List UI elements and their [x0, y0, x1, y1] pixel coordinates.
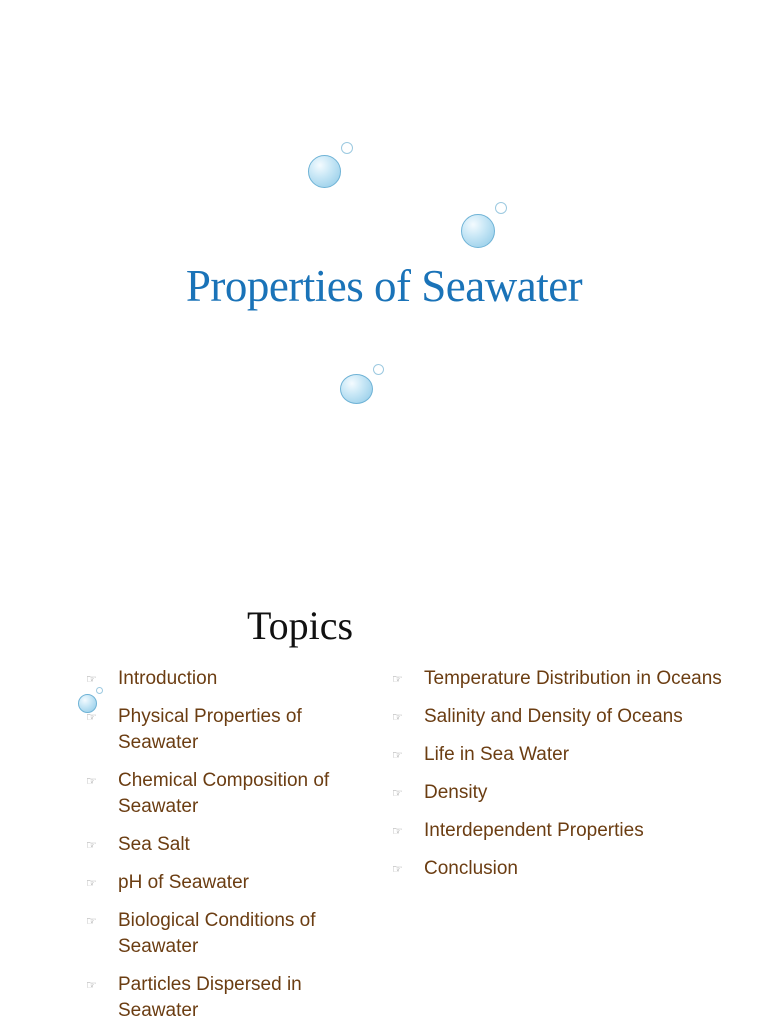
pointing-hand-icon: ☞	[86, 978, 97, 992]
topic-label: Temperature Distribution in Oceans	[424, 668, 722, 689]
topic-label: Sea Salt	[118, 834, 190, 855]
bubble-decoration	[308, 155, 341, 188]
topics-list-left	[86, 666, 356, 1036]
small-bubble-decoration	[373, 364, 384, 375]
topic-item	[86, 908, 356, 960]
pointing-hand-icon: ☞	[392, 672, 403, 686]
topic-label: Introduction	[118, 668, 218, 689]
topic-label: Chemical Composition of Seawater	[118, 770, 330, 817]
small-bubble-decoration	[495, 202, 507, 214]
topic-item	[392, 856, 722, 882]
topics-list-right	[392, 666, 722, 894]
bubble-decoration	[340, 374, 373, 404]
small-bubble-decoration	[341, 142, 353, 154]
topic-label: Biological Conditions of Seawater	[118, 910, 316, 957]
topic-label: Particles Dispersed in Seawater	[118, 974, 302, 1021]
pointing-hand-icon: ☞	[392, 748, 403, 762]
topic-item	[392, 780, 722, 806]
topic-item	[86, 870, 356, 896]
topics-slide	[0, 560, 768, 1024]
pointing-hand-icon: ☞	[86, 672, 97, 686]
topic-label: Density	[424, 782, 488, 803]
topic-label: pH of Seawater	[118, 872, 249, 893]
topics-heading: Topics	[247, 603, 354, 648]
pointing-hand-icon: ☞	[392, 710, 403, 724]
topic-item	[392, 666, 722, 692]
topic-label: Conclusion	[424, 858, 518, 879]
topic-item	[392, 818, 722, 844]
pointing-hand-icon: ☞	[392, 862, 403, 876]
pointing-hand-icon: ☞	[86, 914, 97, 928]
topic-item	[86, 972, 356, 1024]
topic-item	[392, 704, 722, 730]
pointing-hand-icon: ☞	[86, 876, 97, 890]
topic-label: Salinity and Density of Oceans	[424, 706, 683, 727]
topic-item	[86, 832, 356, 858]
slide-title: Properties of Seawater	[185, 261, 583, 311]
pointing-hand-icon: ☞	[86, 838, 97, 852]
pointing-hand-icon: ☞	[86, 710, 97, 724]
pointing-hand-icon: ☞	[392, 786, 403, 800]
topic-item	[392, 742, 722, 768]
topic-item	[86, 704, 356, 756]
bubble-decoration	[461, 214, 495, 248]
topic-label: Life in Sea Water	[424, 744, 570, 765]
topic-item	[86, 768, 356, 820]
topic-label: Interdependent Properties	[424, 820, 644, 841]
pointing-hand-icon: ☞	[86, 774, 97, 788]
topic-label: Physical Properties of Seawater	[118, 706, 302, 753]
topic-item	[86, 666, 356, 692]
pointing-hand-icon: ☞	[392, 824, 403, 838]
